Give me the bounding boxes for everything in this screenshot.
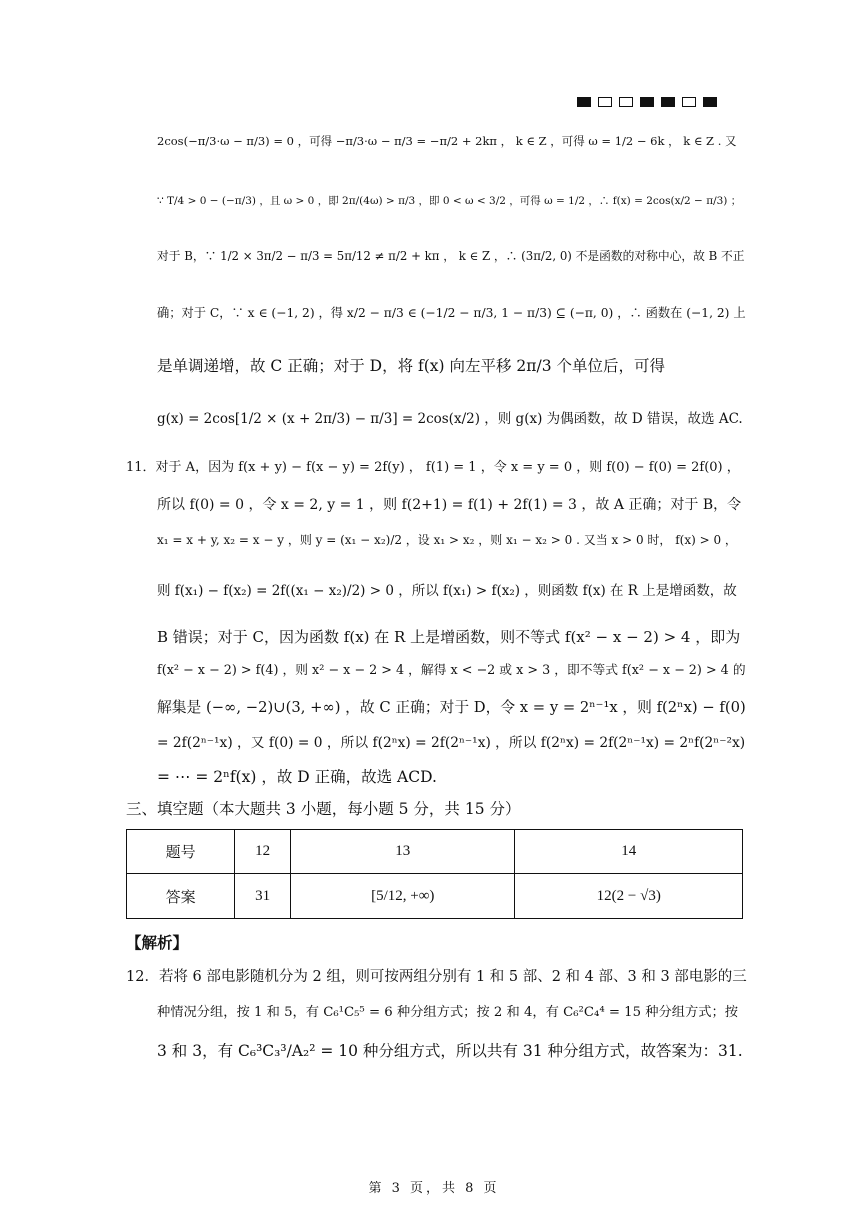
text-line: B 错误；对于 C，因为函数 f(x) 在 R 上是增函数，则不等式 f(x² − x − 2) > 4 ，即为: [157, 628, 741, 646]
text-line: 对于 B，∵ 1/2 × 3π/2 − π/3 = 5π/12 ≠ π/2 + kπ ， k ∈ Z ，∴ (3π/2, 0) 不是函数的对称中心，故 B 不正: [157, 249, 745, 263]
text-line: 所以 f(0) = 0 ，令 x = 2, y = 1 ，则 f(2+1) = f(1) + 2f(1) = 3 ，故 A 正确；对于 B，令: [157, 497, 742, 513]
text-line: f(x² − x − 2) > f(4) ，则 x² − x − 2 > 4 ，解得 x < −2 或 x > 3 ，即不等式 f(x² − x − 2) > 4 的: [157, 663, 746, 678]
table-cell: 13: [291, 830, 515, 874]
header-mark: [577, 97, 591, 107]
text-line: 则 f(x₁) − f(x₂) = 2f((x₁ − x₂)/2) > 0 ，所以 f(x₁) > f(x₂) ，则函数 f(x) 在 R 上是增函数，故: [157, 583, 737, 599]
text-line: = ⋯ = 2ⁿf(x) ，故 D 正确，故选 ACD.: [157, 768, 437, 786]
header-marks: [577, 97, 717, 109]
table-cell: 31: [235, 874, 291, 919]
text-line: 12．若将 6 部电影随机分为 2 组，则可按两组分别有 1 和 5 部、2 和 4 部、3 和 3 部电影的三: [126, 969, 747, 985]
table-cell: [5/12, +∞): [291, 874, 515, 919]
table-cell: 12(2 − √3): [515, 874, 743, 919]
page-footer: 第 3 页，共 8 页: [368, 1181, 500, 1196]
text-line: 2cos(−π/3·ω − π/3) = 0 ，可得 −π/3·ω − π/3 = −π/2 + 2kπ ， k ∈ Z ，可得 ω = 1/2 − 6k ， k ∈ Z . 又: [157, 134, 737, 148]
text-line: ∵ T/4 > 0 − (−π/3) ，且 ω > 0 ，即 2π/(4ω) > π/3 ，即 0 < ω < 3/2 ，可得 ω = 1/2 ，∴ f(x) = 2cos(x/2 − π/3) ；: [157, 195, 742, 207]
table-cell: 答案: [127, 874, 235, 919]
header-mark: [661, 97, 675, 107]
text-line: 确；对于 C，∵ x ∈ (−1, 2) ，得 x/2 − π/3 ∈ (−1/2 − π/3, 1 − π/3) ⊆ (−π, 0) ，∴ 函数在 (−1, 2) 上: [157, 306, 746, 320]
section-title: 三、填空题（本大题共 3 小题，每小题 5 分，共 15 分）: [126, 800, 521, 818]
answer-table: [126, 829, 743, 919]
text-line: g(x) = 2cos[1/2 × (x + 2π/3) − π/3] = 2cos(x/2) ，则 g(x) 为偶函数，故 D 错误，故选 AC.: [157, 411, 743, 427]
analysis-heading: 【解析】: [126, 933, 189, 952]
header-mark: [598, 97, 612, 107]
table-cell: 12: [235, 830, 291, 874]
text-line: = 2f(2ⁿ⁻¹x) ，又 f(0) = 0 ，所以 f(2ⁿx) = 2f(2ⁿ⁻¹x) ，所以 f(2ⁿx) = 2f(2ⁿ⁻¹x) = 2ⁿf(2ⁿ⁻²x): [157, 735, 746, 751]
table-cell: 题号: [127, 830, 235, 874]
header-mark: [703, 97, 717, 107]
text-line: 3 和 3，有 C₆³C₃³/A₂² = 10 种分组方式，所以共有 31 种分组方式，故答案为：31.: [157, 1042, 743, 1060]
text-line: 11．对于 A，因为 f(x + y) − f(x − y) = 2f(y) ， f(1) = 1 ，令 x = y = 0 ，则 f(0) − f(0) = 2f(0) ，: [126, 460, 740, 475]
table-cell: 14: [515, 830, 743, 874]
text-line: 是单调递增，故 C 正确；对于 D，将 f(x) 向左平移 2π/3 个单位后，可得: [157, 357, 665, 375]
header-mark: [682, 97, 696, 107]
text-line: 解集是 (−∞, −2)∪(3, +∞) ，故 C 正确；对于 D，令 x = y = 2ⁿ⁻¹x ，则 f(2ⁿx) − f(0): [157, 699, 746, 716]
text-line: x₁ = x + y, x₂ = x − y ，则 y = (x₁ − x₂)/2 ，设 x₁ > x₂ ，则 x₁ − x₂ > 0 . 又当 x > 0 时， f(x) > 0 ，: [157, 533, 737, 547]
text-line: 种情况分组，按 1 和 5，有 C₆¹C₅⁵ = 6 种分组方式；按 2 和 4，有 C₆²C₄⁴ = 15 种分组方式；按: [157, 1005, 738, 1020]
header-mark: [640, 97, 654, 107]
header-mark: [619, 97, 633, 107]
